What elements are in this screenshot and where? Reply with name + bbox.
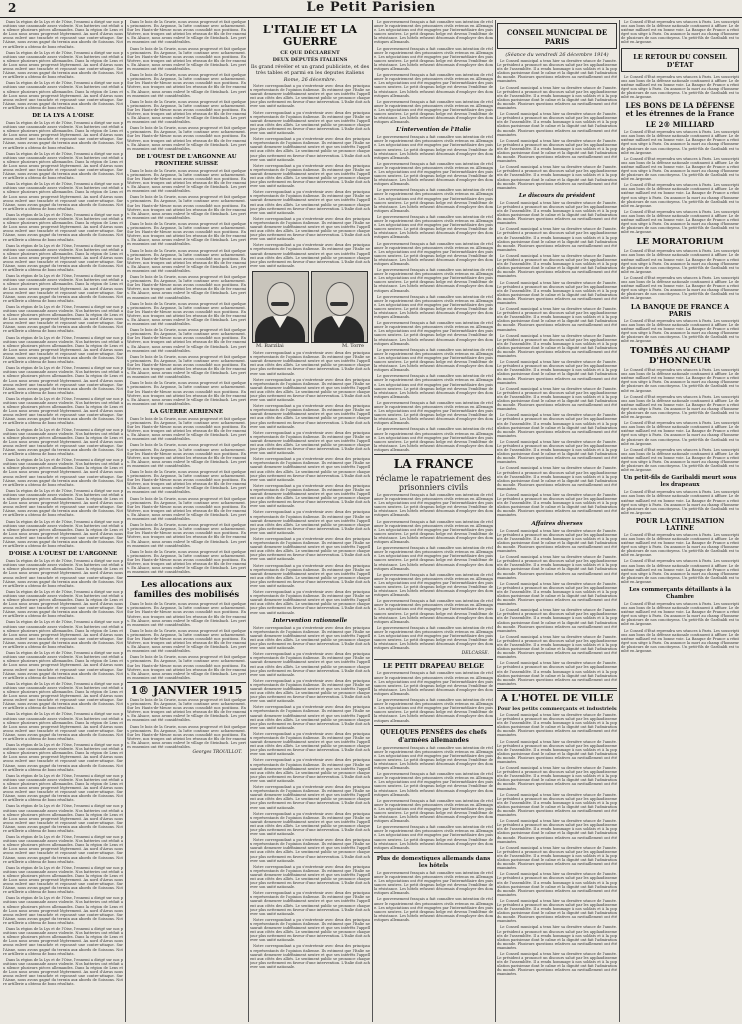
- article-text: Dans la région de la Lys et de l'Oise, l'ennemi a dirigé sur nos positions une canonnade assez violente. Nos batteries ont réduit au silence plusieurs pièces allemandes. Dans la région de Lens et de Loos nous avons progressé légèrement. Au nord d'Arras nous avons enlevé une tranchée et repoussé une contre-attaque. Sur l'Aisne, nous avons gagné du terrain aux abords de Soissons. Notre artillerie a obtenu de bons résultats.: [3, 865, 123, 895]
- article-text: Le Conseil municipal a tenu hier sa dernière séance de l'année. Le président a prononcé un discours salué par les applaudissements de l'assemblée. Il a rendu hommage à nos soldats et à la population parisienne dont le calme et la dignité ont fait l'admiration du monde. Plusieurs questions relatives au ravitaillement ont été examinées.: [497, 898, 617, 924]
- section-heading: CONSEIL MUNICIPAL DE PARIS: [506, 28, 608, 46]
- article-text: Le gouvernement français a fait connaître son intention de réclamer le rapatriement des prisonniers civils retenus en Allemagne. Les négociations ont été engagées par l'intermédiaire des puissances neutres. Le petit drapeau belge est devenu l'emblème de la résistance. Les hôtels refusent désormais d'employer des domestiques allemands.: [374, 73, 493, 98]
- article-text: Le Conseil municipal a tenu hier sa dernière séance de l'année. Le président a prononcé un discours salué par les applaudissements de l'assemblée. Il a rendu hommage à nos soldats et à la population parisienne dont le calme et la dignité ont fait l'admiration du monde. Plusieurs questions relatives au ravitaillement ont été examinées.: [497, 200, 617, 226]
- article-text: Notre correspondant a pu s'entretenir avec deux des principaux représentants de l'opinion italienne. Ils estiment que l'Italie ne saurait demeurer indéfiniment neutre et que ses intérêts l'appellent aux côtés des alliés. Le sentiment public se prononce chaque jour plus nettement en faveur d'une intervention. L'Italie doit achever son unité nationale.: [250, 404, 370, 429]
- article-text: Dans le bois de la Grurie, nous avons progressé et fait quelques prisonniers. En Argonne, la lutte continue avec acharnement. Sur les Hauts-de-Meuse nous avons consolidé nos positions. En Woëvre, nos troupes ont atteint les réseaux de fils de fer ennemis. En Alsace, nous avons enlevé le village de Steinbach. Les pertes ennemies ont été considérables.: [127, 549, 246, 575]
- article-text: Dans la région de la Lys et de l'Oise, l'ennemi a dirigé sur nos positions une canonnade assez violente. Nos batteries ont réduit au silence plusieurs pièces allemandes. Dans la région de Lens et de Loos nous avons progressé légèrement. Au nord d'Arras nous avons enlevé une tranchée et repoussé une contre-attaque. Sur l'Aisne, nous avons gagné du terrain aux abords de Soissons. Notre artillerie a obtenu de bons résultats.: [3, 488, 123, 518]
- article-text: Le Conseil d'État reprendra ses séances à Paris. Les souscriptions aux bons de la défense nationale continuent à affluer. Le deuxième milliard est en bonne voie. La Banque de France a réintégré son siège à Paris. On annonce la mort au champ d'honneur de plusieurs de nos concitoyens. Un petit-fils de Garibaldi est tombé en Argonne.: [621, 20, 739, 45]
- article-text: Le Conseil municipal a tenu hier sa dernière séance de l'année. Le président a prononcé un discours salué par les applaudissements de l'assemblée. Il a rendu hommage à nos soldats et à la population parisienne dont le calme et la dignité ont fait l'admiration du monde. Plusieurs questions relatives au ravitaillement ont été examinées.: [497, 581, 617, 607]
- article-text: Le Conseil municipal a tenu hier sa dernière séance de l'année. Le président a prononcé un discours salué par les applaudissements de l'assemblée. Il a rendu hommage à nos soldats et à la population parisienne dont le calme et la dignité ont fait l'admiration du monde. Plusieurs questions relatives au ravitaillement ont été examinées.: [497, 608, 617, 633]
- photo-caption: M. Torre: [342, 342, 364, 349]
- portrait-photo: [311, 271, 368, 343]
- article-text: Le gouvernement français a fait connaître son intention de réclamer le rapatriement des prisonniers civils retenus en Allemagne. Les négociations ont été engagées par l'intermédiaire des puissances neutres. Le petit drapeau belge est devenu l'emblème de la résistance. Les hôtels refusent désormais d'employer des domestiques allemands.: [374, 519, 493, 545]
- section-heading: LES BONS DE LA DÉFENSE et les étrennes de la France: [625, 101, 735, 119]
- article-text: Le Conseil municipal a tenu hier sa dernière séance de l'année. Le président a prononcé un discours salué par les applaudissements de l'assemblée. Il a rendu hommage à nos soldats et à la population parisienne dont le calme et la dignité ont fait l'admiration du monde. Plusieurs questions relatives au ravitaillement ont été examinées.: [497, 307, 617, 332]
- article-text: Dans le bois de la Grurie, nous avons progressé et fait quelques prisonniers. En Argonne, la lutte continue avec acharnement. Sur les Hauts-de-Meuse nous avons consolidé nos positions. En Woëvre, nos troupes ont atteint les réseaux de fils de fer ennemis. En Alsace, nous avons enlevé le village de Steinbach. Les pertes ennemies ont été considérables.: [127, 655, 246, 680]
- portrait-photo: [252, 271, 309, 343]
- article-text: Le Conseil d'État reprendra ses séances à Paris. Les souscriptions aux bons de la défense nationale continuent à affluer. Le deuxième milliard est en bonne voie. La Banque de France a réintégré son siège à Paris. On annonce la mort au champ d'honneur de plusieurs de nos concitoyens. Un petit-fils de Garibaldi est tombé en Argonne.: [621, 368, 739, 393]
- article-text: Dans le bois de la Grurie, nous avons progressé et fait quelques prisonniers. En Argonne, la lutte continue avec acharnement. Sur les Hauts-de-Meuse nous avons consolidé nos positions. En Woëvre, nos troupes ont atteint les réseaux de fils de fer ennemis. En Alsace, nous avons enlevé le village de Steinbach. Les pertes ennemies ont été considérables.: [127, 20, 246, 45]
- headline: L'ITALIE ET LA GUERRE: [262, 23, 358, 48]
- section-heading: LE RETOUR DU CONSEIL D'ÉTAT: [633, 52, 727, 69]
- section-box: [497, 23, 617, 49]
- article-text: Le Conseil municipal a tenu hier sa dernière séance de l'année. Le président a prononcé un discours salué par les applaudissements de l'assemblée. Il a rendu hommage à nos soldats et à la population parisienne dont le calme et la dignité ont fait l'admiration du monde. Plusieurs questions relatives au ravitaillement ont été examinées.: [497, 925, 617, 950]
- article-text: Le gouvernement français a fait connaître son intention de réclamer le rapatriement des prisonniers civils retenus en Allemagne. Les négociations ont été engagées par l'intermédiaire des puissances neutres. Le petit drapeau belge est devenu l'emblème de la résistance. Les hôtels refusent désormais d'employer des domestiques allemands.: [374, 188, 493, 213]
- article-text: Le Conseil d'État reprendra ses séances à Paris. Les souscriptions aux bons de la défense nationale continuent à affluer. Le deuxième milliard est en bonne voie. La Banque de France a réintégré son siège à Paris. On annonce la mort au champ d'honneur de plusieurs de nos concitoyens. Un petit-fils de Garibaldi est tombé en Argonne.: [621, 249, 739, 274]
- article-text: Notre correspondant a pu s'entretenir avec deux des principaux représentants de l'opinion italienne. Ils estiment que l'Italie ne saurait demeurer indéfiniment neutre et que ses intérêts l'appellent aux côtés des alliés. Le sentiment public se prononce chaque jour plus nettement en faveur d'une intervention. L'Italie doit achever son unité nationale.: [250, 84, 370, 109]
- column-3: [250, 20, 370, 1022]
- article-text: Le gouvernement français a fait connaître son intention de réclamer le rapatriement des prisonniers civils retenus en Allemagne. Les négociations ont été engagées par l'intermédiaire des puissances neutres. Le petit drapeau belge est devenu l'emblème de la résistance. Les hôtels refusent désormais d'employer des domestiques allemands.: [374, 897, 493, 922]
- article-text: Notre correspondant a pu s'entretenir avec deux des principaux représentants de l'opinion italienne. Ils estiment que l'Italie ne saurait demeurer indéfiniment neutre et que ses intérêts l'appellent aux côtés des alliés. Le sentiment public se prononce chaque jour plus nettement en faveur d'une intervention. L'Italie doit achever son unité nationale.: [250, 678, 370, 704]
- article-text: Dans la région de la Lys et de l'Oise, l'ennemi a dirigé sur nos positions une canonnade assez violente. Nos batteries ont réduit au silence plusieurs pièces allemandes. Dans la région de Lens et de Loos nous avons progressé légèrement. Au nord d'Arras nous avons enlevé une tranchée et repoussé une contre-attaque. Sur l'Aisne, nous avons gagné du terrain aux abords de Soissons. Notre artillerie a obtenu de bons résultats.: [3, 243, 123, 273]
- section-heading: LE 2® MILLIARD: [645, 120, 715, 130]
- masthead: [0, 0, 742, 18]
- article-text: Le Conseil municipal a tenu hier sa dernière séance de l'année. Le président a prononcé un discours salué par les applaudissements de l'assemblée. Il a rendu hommage à nos soldats et à la population parisienne dont le calme et la dignité ont fait l'admiration du monde. Plusieurs questions relatives au ravitaillement ont été examinées.: [497, 165, 617, 190]
- signature: DELCASSE.: [461, 651, 489, 657]
- article-text: Le gouvernement français a fait connaître son intention de réclamer le rapatriement des prisonniers civils retenus en Allemagne. Les négociations ont été engagées par l'intermédiaire des puissances neutres. Le petit drapeau belge est devenu l'emblème de la résistance. Les hôtels refusent désormais d'employer des domestiques allemands.: [374, 599, 493, 624]
- article-text: Dans le bois de la Grurie, nous avons progressé et fait quelques prisonniers. En Argonne, la lutte continue avec acharnement. Sur les Hauts-de-Meuse nous avons consolidé nos positions. En Woëvre, nos troupes ont atteint les réseaux de fils de fer ennemis. En Alsace, nous avons enlevé le village de Steinbach. Les pertes ennemies ont été considérables.: [127, 301, 246, 327]
- article-text: Le Conseil municipal a tenu hier sa dernière séance de l'année. Le président a prononcé un discours salué par les applaudissements de l'assemblée. Il a rendu hommage à nos soldats et à la population parisienne dont le calme et la dignité ont fait l'admiration du monde. Plusieurs questions relatives au ravitaillement ont été examinées.: [497, 493, 617, 518]
- section-heading: Les allocations aux familles des mobilisés: [133, 580, 240, 601]
- section-box: [621, 48, 739, 72]
- column-4: [374, 20, 493, 1022]
- section-heading: LE PETIT DRAPEAU BELGE: [382, 662, 485, 671]
- column-5: [497, 20, 617, 1022]
- article-text: Le gouvernement français a fait connaître son intention de réclamer le rapatriement des prisonniers civils retenus en Allemagne. Les négociations ont été engagées par l'intermédiaire des puissances neutres. Le petit drapeau belge est devenu l'emblème de la résistance. Les hôtels refusent désormais d'employer des domestiques allemands.: [374, 745, 493, 771]
- article-text: Le Conseil municipal a tenu hier sa dernière séance de l'année. Le président a prononcé un discours salué par les applaudissements de l'assemblée. Il a rendu hommage à nos soldats et à la population parisienne dont le calme et la dignité ont fait l'admiration du monde. Plusieurs questions relatives au ravitaillement ont été examinées.: [497, 845, 617, 871]
- article-text: Notre correspondant a pu s'entretenir avec deux des principaux représentants de l'opinion italienne. Ils estiment que l'Italie ne saurait demeurer indéfiniment neutre et que ses intérêts l'appellent aux côtés des alliés. Le sentiment public se prononce chaque jour plus nettement en faveur d'une intervention. L'Italie doit achever son unité nationale.: [250, 377, 370, 403]
- article-text: Le gouvernement français a fait connaître son intention de réclamer le rapatriement des prisonniers civils retenus en Allemagne. Les négociations ont été engagées par l'intermédiaire des puissances neutres. Le petit drapeau belge est devenu l'emblème de la résistance. Les hôtels refusent désormais d'employer des domestiques allemands.: [374, 20, 493, 45]
- article-text: Dans la région de la Lys et de l'Oise, l'ennemi a dirigé sur nos positions une canonnade assez violente. Nos batteries ont réduit au silence plusieurs pièces allemandes. Dans la région de Lens et de Loos nous avons progressé légèrement. Au nord d'Arras nous avons enlevé une tranchée et repoussé une contre-attaque. Sur l'Aisne, nous avons gagné du terrain aux abords de Soissons. Notre artillerie a obtenu de bons résultats.: [3, 835, 123, 864]
- article-text: Dans la région de la Lys et de l'Oise, l'ennemi a dirigé sur nos positions une canonnade assez violente. Nos batteries ont réduit au silence plusieurs pièces allemandes. Dans la région de Lens et de Loos nous avons progressé légèrement. Au nord d'Arras nous avons enlevé une tranchée et repoussé une contre-attaque. Sur l'Aisne, nous avons gagné du terrain aux abords de Soissons. Notre artillerie a obtenu de bons résultats.: [3, 773, 123, 803]
- article-text: Le Conseil d'État reprendra ses séances à Paris. Les souscriptions aux bons de la défense nationale continuent à affluer. Le deuxième milliard est en bonne voie. La Banque de France a réintégré son siège à Paris. On annonce la mort au champ d'honneur de plusieurs de nos concitoyens. Un petit-fils de Garibaldi est tombé en Argonne.: [621, 275, 739, 301]
- article-text: Le Conseil d'État reprendra ses séances à Paris. Les souscriptions aux bons de la défense nationale continuent à affluer. Le deuxième milliard est en bonne voie. La Banque de France a réintégré son siège à Paris. On annonce la mort au champ d'honneur de plusieurs de nos concitoyens. Un petit-fils de Garibaldi est tombé en Argonne.: [621, 421, 739, 446]
- article-text: Le Conseil municipal a tenu hier sa dernière séance de l'année. Le président a prononcé un discours salué par les applaudissements de l'assemblée. Il a rendu hommage à nos soldats et à la population parisienne dont le calme et la dignité ont fait l'admiration du monde. Plusieurs questions relatives au ravitaillement ont été examinées.: [497, 819, 617, 844]
- article-text: Le Conseil municipal a tenu hier sa dernière séance de l'année. Le président a prononcé un discours salué par les applaudissements de l'assemblée. Il a rendu hommage à nos soldats et à la population parisienne dont le calme et la dignité ont fait l'admiration du monde. Plusieurs questions relatives au ravitaillement ont été examinées.: [497, 85, 617, 111]
- article-text: Le Conseil d'État reprendra ses séances à Paris. Les souscriptions aux bons de la défense nationale continuent à affluer. Le deuxième milliard est en bonne voie. La Banque de France a réintégré son siège à Paris. On annonce la mort au champ d'honneur de plusieurs de nos concitoyens. Un petit-fils de Garibaldi est tombé en Argonne.: [621, 559, 739, 584]
- article-text: Le Conseil d'État reprendra ses séances à Paris. Les souscriptions aux bons de la défense nationale continuent à affluer. Le deuxième milliard est en bonne voie. La Banque de France a réintégré son siège à Paris. On annonce la mort au champ d'honneur de plusieurs de nos concitoyens. Un petit-fils de Garibaldi est tombé en Argonne.: [621, 602, 739, 627]
- article-text: Notre correspondant a pu s'entretenir avec deux des principaux représentants de l'opinion italienne. Ils estiment que l'Italie ne saurait demeurer indéfiniment neutre et que ses intérêts l'appellent aux côtés des alliés. Le sentiment public se prononce chaque jour plus nettement en faveur d'une intervention. L'Italie doit achever son unité nationale.: [250, 864, 370, 890]
- article-text: Dans la région de la Lys et de l'Oise, l'ennemi a dirigé sur nos positions une canonnade assez violente. Nos batteries ont réduit au silence plusieurs pièces allemandes. Dans la région de Lens et de Loos nous avons progressé légèrement. Au nord d'Arras nous avons enlevé une tranchée et repoussé une contre-attaque. Sur l'Aisne, nous avons gagné du terrain aux abords de Soissons. Notre artillerie a obtenu de bons résultats.: [3, 427, 123, 457]
- article-text: Le gouvernement français a fait connaître son intention de réclamer le rapatriement des prisonniers civils retenus en Allemagne. Les négociations ont été engagées par l'intermédiaire des puissances neutres. Le petit drapeau belge est devenu l'emblème de la résistance. Les hôtels refusent désormais d'employer des domestiques allemands.: [374, 798, 493, 824]
- portrait-pair: [252, 271, 368, 343]
- section-heading: DE LA LYS A L'OISE: [32, 112, 94, 119]
- article-text: Dans le bois de la Grurie, nous avons progressé et fait quelques prisonniers. En Argonne, la lutte continue avec acharnement. Sur les Hauts-de-Meuse nous avons consolidé nos positions. En Woëvre, nos troupes ont atteint les réseaux de fils de fer ennemis. En Alsace, nous avons enlevé le village de Steinbach. Les pertes ennemies ont été considérables.: [127, 443, 246, 468]
- section-heading: Le discours du président: [518, 192, 596, 199]
- article-text: Notre correspondant a pu s'entretenir avec deux des principaux représentants de l'opinion italienne. Ils estiment que l'Italie ne saurait demeurer indéfiniment neutre et que ses intérêts l'appellent aux côtés des alliés. Le sentiment public se prononce chaque jour plus nettement en faveur d'une intervention. L'Italie doit achever son unité nationale.: [250, 731, 370, 757]
- article-text: Le gouvernement français a fait connaître son intention de réclamer le rapatriement des prisonniers civils retenus en Allemagne. Les négociations ont été engagées par l'intermédiaire des puissances neutres. Le petit drapeau belge est devenu l'emblème de la résistance. Les hôtels refusent désormais d'employer des domestiques allemands.: [374, 870, 493, 896]
- article-text: Le Conseil municipal a tenu hier sa dernière séance de l'année. Le président a prononcé un discours salué par les applaudissements de l'assemblée. Il a rendu hommage à nos soldats et à la population parisienne dont le calme et la dignité ont fait l'admiration du monde. Plusieurs questions relatives au ravitaillement ont été examinées.: [497, 227, 617, 252]
- article-text: Le gouvernement français a fait connaître son intention de réclamer le rapatriement des prisonniers civils retenus en Allemagne. Les négociations ont été engagées par l'intermédiaire des puissances neutres. Le petit drapeau belge est devenu l'emblème de la résistance. Les hôtels refusent désormais d'employer des domestiques allemands.: [374, 135, 493, 160]
- article-text: Notre correspondant a pu s'entretenir avec deux des principaux représentants de l'opinion italienne. Ils estiment que l'Italie ne saurait demeurer indéfiniment neutre et que ses intérêts l'appellent aux côtés des alliés. Le sentiment public se prononce chaque jour plus nettement en faveur d'une intervention. L'Italie doit achever son unité nationale.: [250, 351, 370, 376]
- deck: Ils grand révéler et un grand publiciste, et des très tables et parmi en les deputes italiens: [250, 64, 370, 76]
- article-text: Notre correspondant a pu s'entretenir avec deux des principaux représentants de l'opinion italienne. Ils estiment que l'Italie ne saurait demeurer indéfiniment neutre et que ses intérêts l'appellent aux côtés des alliés. Le sentiment public se prononce chaque jour plus nettement en faveur d'une intervention. L'Italie doit achever son unité nationale.: [250, 510, 370, 535]
- article-text: Notre correspondant a pu s'entretenir avec deux des principaux représentants de l'opinion italienne. Ils estiment que l'Italie ne saurait demeurer indéfiniment neutre et que ses intérêts l'appellent aux côtés des alliés. Le sentiment public se prononce chaque jour plus nettement en faveur d'une intervention. L'Italie doit achever son unité nationale.: [250, 705, 370, 730]
- article-text: Dans la région de la Lys et de l'Oise, l'ennemi a dirigé sur nos positions une canonnade assez violente. Nos batteries ont réduit au silence plusieurs pièces allemandes. Dans la région de Lens et de Loos nous avons progressé légèrement. Au nord d'Arras nous avons enlevé une tranchée et repoussé une contre-attaque. Sur l'Aisne, nous avons gagné du terrain aux abords de Soissons. Notre artillerie a obtenu de bons résultats.: [3, 20, 123, 49]
- article-text: Le Conseil municipal a tenu hier sa dernière séance de l'année. Le président a prononcé un discours salué par les applaudissements de l'assemblée. Il a rendu hommage à nos soldats et à la population parisienne dont le calme et la dignité ont fait l'admiration du monde. Plusieurs questions relatives au ravitaillement ont été examinées.: [497, 634, 617, 660]
- article-text: Dans le bois de la Grurie, nous avons progressé et fait quelques prisonniers. En Argonne, la lutte continue avec acharnement. Sur les Hauts-de-Meuse nous avons consolidé nos positions. En Woëvre, nos troupes ont atteint les réseaux de fils de fer ennemis. En Alsace, nous avons enlevé le village de Steinbach. Les pertes ennemies ont été considérables.: [127, 523, 246, 548]
- article-text: Notre correspondant a pu s'entretenir avec deux des principaux représentants de l'opinion italienne. Ils estiment que l'Italie ne saurait demeurer indéfiniment neutre et que ses intérêts l'appellent aux côtés des alliés. Le sentiment public se prononce chaque jour plus nettement en faveur d'une intervention. L'Italie doit achever son unité nationale.: [250, 190, 370, 215]
- article-text: Dans le bois de la Grurie, nous avons progressé et fait quelques prisonniers. En Argonne, la lutte continue avec acharnement. Sur les Hauts-de-Meuse nous avons consolidé nos positions. En Woëvre, nos troupes ont atteint les réseaux de fils de fer ennemis. En Alsace, nous avons enlevé le village de Steinbach. Les pertes ennemies ont été considérables.: [127, 275, 246, 300]
- article-text: Dans le bois de la Grurie, nous avons progressé et fait quelques prisonniers. En Argonne, la lutte continue avec acharnement. Sur les Hauts-de-Meuse nous avons consolidé nos positions. En Woëvre, nos troupes ont atteint les réseaux de fils de fer ennemis. En Alsace, nous avons enlevé le village de Steinbach. Les pertes ennemies ont été considérables.: [127, 470, 246, 495]
- section-heading: DE L'OUEST DE L'ARGONNE AU FRONTIERE SUISSE: [136, 153, 237, 167]
- article-text: Dans le bois de la Grurie, nous avons progressé et fait quelques prisonniers. En Argonne, la lutte continue avec acharnement. Sur les Hauts-de-Meuse nous avons consolidé nos positions. En Woëvre, nos troupes ont atteint les réseaux de fils de fer ennemis. En Alsace, nous avons enlevé le village de Steinbach. Les pertes ennemies ont été considérables.: [127, 496, 246, 522]
- article-text: Le Conseil municipal a tenu hier sa dernière séance de l'année. Le président a prononcé un discours salué par les applaudissements de l'assemblée. Il a rendu hommage à nos soldats et à la population parisienne dont le calme et la dignité ont fait l'admiration du monde. Plusieurs questions relatives au ravitaillement ont été examinées.: [497, 386, 617, 412]
- divider: [127, 576, 246, 577]
- section-heading: L'intervention de l'Italie: [396, 127, 471, 134]
- subheadline: réclame le rapatriement des prisonniers civils: [375, 474, 492, 492]
- column-2: [127, 20, 246, 1022]
- article-text: Dans le bois de la Grurie, nous avons progressé et fait quelques prisonniers. En Argonne, la lutte continue avec acharnement. Sur les Hauts-de-Meuse nous avons consolidé nos positions. En Woëvre, nos troupes ont atteint les réseaux de fils de fer ennemis. En Alsace, nous avons enlevé le village de Steinbach. Les pertes ennemies ont été considérables.: [127, 195, 246, 220]
- article-text: Dans le bois de la Grurie, nous avons progressé et fait quelques prisonniers. En Argonne, la lutte continue avec acharnement. Sur les Hauts-de-Meuse nous avons consolidé nos positions. En Woëvre, nos troupes ont atteint les réseaux de fils de fer ennemis. En Alsace, nous avons enlevé le village de Steinbach. Les pertes ennemies ont été considérables.: [127, 248, 246, 273]
- article-text: Le Conseil municipal a tenu hier sa dernière séance de l'année. Le président a prononcé un discours salué par les applaudissements de l'assemblée. Il a rendu hommage à nos soldats et à la population parisienne dont le calme et la dignité ont fait l'admiration du monde. Plusieurs questions relatives au ravitaillement ont été examinées.: [497, 360, 617, 385]
- article-text: Dans la région de la Lys et de l'Oise, l'ennemi a dirigé sur nos positions une canonnade assez violente. Nos batteries ont réduit au silence plusieurs pièces allemandes. Dans la région de Lens et de Loos nous avons progressé légèrement. Au nord d'Arras nous avons enlevé une tranchée et repoussé une contre-attaque. Sur l'Aisne, nous avons gagné du terrain aux abords de Soissons. Notre artillerie a obtenu de bons résultats.: [3, 212, 123, 242]
- article-text: Notre correspondant a pu s'entretenir avec deux des principaux représentants de l'opinion italienne. Ils estiment que l'Italie ne saurait demeurer indéfiniment neutre et que ses intérêts l'appellent aux côtés des alliés. Le sentiment public se prononce chaque jour plus nettement en faveur d'une intervention. L'Italie doit achever son unité nationale.: [250, 652, 370, 677]
- article-text: Dans la région de la Lys et de l'Oise, l'ennemi a dirigé sur nos positions une canonnade assez violente. Nos batteries ont réduit au silence plusieurs pièces allemandes. Dans la région de Lens et de Loos nous avons progressé légèrement. Au nord d'Arras nous avons enlevé une tranchée et repoussé une contre-attaque. Sur l'Aisne, nous avons gagné du terrain aux abords de Soissons. Notre artillerie a obtenu de bons résultats.: [3, 620, 123, 650]
- article-text: Le Conseil municipal a tenu hier sa dernière séance de l'année. Le président a prononcé un discours salué par les applaudissements de l'assemblée. Il a rendu hommage à nos soldats et à la population parisienne dont le calme et la dignité ont fait l'admiration du monde. Plusieurs questions relatives au ravitaillement ont été examinées.: [497, 739, 617, 764]
- section-heading: 1® JANVIER 1915: [130, 683, 243, 697]
- article-text: Le Conseil d'État reprendra ses séances à Paris. Les souscriptions aux bons de la défense nationale continuent à affluer. Le deuxième milliard est en bonne voie. La Banque de France a réintégré son siège à Paris. On annonce la mort au champ d'honneur de plusieurs de nos concitoyens. Un petit-fils de Garibaldi est tombé en Argonne.: [621, 156, 739, 182]
- article-text: Dans la région de la Lys et de l'Oise, l'ennemi a dirigé sur nos positions une canonnade assez violente. Nos batteries ont réduit au silence plusieurs pièces allemandes. Dans la région de Lens et de Loos nous avons progressé légèrement. Au nord d'Arras nous avons enlevé une tranchée et repoussé une contre-attaque. Sur l'Aisne, nous avons gagné du terrain aux abords de Soissons. Notre artillerie a obtenu de bons résultats.: [3, 559, 123, 588]
- article-text: Dans le bois de la Grurie, nous avons progressé et fait quelques prisonniers. En Argonne, la lutte continue avec acharnement. Sur les Hauts-de-Meuse nous avons consolidé nos positions. En Woëvre, nos troupes ont atteint les réseaux de fils de fer ennemis. En Alsace, nous avons enlevé le village de Steinbach. Les pertes ennemies ont été considérables.: [127, 73, 246, 98]
- section-heading: A L'HOTEL DE VILLE: [500, 692, 614, 704]
- article-text: Le Conseil d'État reprendra ses séances à Paris. Les souscriptions aux bons de la défense nationale continuent à affluer. Le deuxième milliard est en bonne voie. La Banque de France a réintégré son siège à Paris. On annonce la mort au champ d'honneur de plusieurs de nos concitoyens. Un petit-fils de Garibaldi est tombé en Argonne.: [621, 209, 739, 235]
- article-text: Le Conseil d'État reprendra ses séances à Paris. Les souscriptions aux bons de la défense nationale continuent à affluer. Le deuxième milliard est en bonne voie. La Banque de France a réintégré son siège à Paris. On annonce la mort au champ d'honneur de plusieurs de nos concitoyens. Un petit-fils de Garibaldi est tombé en Argonne.: [621, 447, 739, 473]
- article-text: Le Conseil municipal a tenu hier sa dernière séance de l'année. Le président a prononcé un discours salué par les applaudissements de l'assemblée. Il a rendu hommage à nos soldats et à la population parisienne dont le calme et la dignité ont fait l'admiration du monde. Plusieurs questions relatives au ravitaillement ont été examinées.: [497, 59, 617, 84]
- article-text: Notre correspondant a pu s'entretenir avec deux des principaux représentants de l'opinion italienne. Ils estiment que l'Italie ne saurait demeurer indéfiniment neutre et que ses intérêts l'appellent aux côtés des alliés. Le sentiment public se prononce chaque jour plus nettement en faveur d'une intervention. L'Italie doit achever son unité nationale.: [250, 216, 370, 242]
- section-heading: LE MORATORIUM: [636, 237, 724, 248]
- article-text: Le Conseil municipal a tenu hier sa dernière séance de l'année. Le président a prononcé un discours salué par les applaudissements de l'assemblée. Il a rendu hommage à nos soldats et à la population parisienne dont le calme et la dignité ont fait l'admiration du monde. Plusieurs questions relatives au ravitaillement ont été examinées.: [497, 952, 617, 977]
- signature: Georges TROUILLOT.: [192, 750, 242, 756]
- article-text: Dans le bois de la Grurie, nous avons progressé et fait quelques prisonniers. En Argonne, la lutte continue avec acharnement. Sur les Hauts-de-Meuse nous avons consolidé nos positions. En Woëvre, nos troupes ont atteint les réseaux de fils de fer ennemis. En Alsace, nous avons enlevé le village de Steinbach. Les pertes ennemies ont été considérables.: [127, 628, 246, 654]
- article-text: Dans le bois de la Grurie, nous avons progressé et fait quelques prisonniers. En Argonne, la lutte continue avec acharnement. Sur les Hauts-de-Meuse nous avons consolidé nos positions. En Woëvre, nos troupes ont atteint les réseaux de fils de fer ennemis. En Alsace, nous avons enlevé le village de Steinbach. Les pertes ennemies ont été considérables.: [127, 126, 246, 151]
- article-text: Dans le bois de la Grurie, nous avons progressé et fait quelques prisonniers. En Argonne, la lutte continue avec acharnement. Sur les Hauts-de-Meuse nous avons consolidé nos positions. En Woëvre, nos troupes ont atteint les réseaux de fils de fer ennemis. En Alsace, nous avons enlevé le village de Steinbach. Les pertes ennemies ont été considérables.: [127, 168, 246, 194]
- article-text: Dans la région de la Lys et de l'Oise, l'ennemi a dirigé sur nos positions une canonnade assez violente. Nos batteries ont réduit au silence plusieurs pièces allemandes. Dans la région de Lens et de Loos nous avons progressé légèrement. Au nord d'Arras nous avons enlevé une tranchée et repoussé une contre-attaque. Sur l'Aisne, nous avons gagné du terrain aux abords de Soissons. Notre artillerie a obtenu de bons résultats.: [3, 151, 123, 181]
- article-text: Le Conseil municipal a tenu hier sa dernière séance de l'année. Le président a prononcé un discours salué par les applaudissements de l'assemblée. Il a rendu hommage à nos soldats et à la population parisienne dont le calme et la dignité ont fait l'admiration du monde. Plusieurs questions relatives au ravitaillement ont été examinées.: [497, 466, 617, 491]
- divider: [374, 725, 493, 726]
- article-text: Notre correspondant a pu s'entretenir avec deux des principaux représentants de l'opinion italienne. Ils estiment que l'Italie ne saurait demeurer indéfiniment neutre et que ses intérêts l'appellent aux côtés des alliés. Le sentiment public se prononce chaque jour plus nettement en faveur d'une intervention. L'Italie doit achever son unité nationale.: [250, 838, 370, 863]
- article-text: Dans la région de la Lys et de l'Oise, l'ennemi a dirigé sur nos positions une canonnade assez violente. Nos batteries ont réduit au silence plusieurs pièces allemandes. Dans la région de Lens et de Loos nous avons progressé légèrement. Au nord d'Arras nous avons enlevé une tranchée et repoussé une contre-attaque. Sur l'Aisne, nous avons gagné du terrain aux abords de Soissons. Notre artillerie a obtenu de bons résultats.: [3, 50, 123, 80]
- article-text: Le Conseil d'État reprendra ses séances à Paris. Les souscriptions aux bons de la défense nationale continuent à affluer. Le deuxième milliard est en bonne voie. La Banque de France a réintégré son siège à Paris. On annonce la mort au champ d'honneur de plusieurs de nos concitoyens. Un petit-fils de Garibaldi est tombé en Argonne.: [621, 74, 739, 100]
- article-text: Le Conseil municipal a tenu hier sa dernière séance de l'année. Le président a prononcé un discours salué par les applaudissements de l'assemblée. Il a rendu hommage à nos soldats et à la population parisienne dont le calme et la dignité ont fait l'admiration du monde. Plusieurs questions relatives au ravitaillement ont été examinées.: [497, 439, 617, 465]
- article-text: Dans le bois de la Grurie, nous avons progressé et fait quelques prisonniers. En Argonne, la lutte continue avec acharnement. Sur les Hauts-de-Meuse nous avons consolidé nos positions. En Woëvre, nos troupes ont atteint les réseaux de fils de fer ennemis. En Alsace, nous avons enlevé le village de Steinbach. Les pertes ennemies ont été considérables.: [127, 328, 246, 353]
- article-text: Notre correspondant a pu s'entretenir avec deux des principaux représentants de l'opinion italienne. Ils estiment que l'Italie ne saurait demeurer indéfiniment neutre et que ses intérêts l'appellent aux côtés des alliés. Le sentiment public se prononce chaque jour plus nettement en faveur d'une intervention. L'Italie doit achever son unité nationale.: [250, 243, 370, 268]
- article-text: Le gouvernement français a fait connaître son intention de réclamer le rapatriement des prisonniers civils retenus en Allemagne. Les négociations ont été engagées par l'intermédiaire des puissances neutres. Le petit drapeau belge est devenu l'emblème de la résistance. Les hôtels refusent désormais d'employer des domestiques allemands.: [374, 321, 493, 346]
- article-text: Dans la région de la Lys et de l'Oise, l'ennemi a dirigé sur nos positions une canonnade assez violente. Nos batteries ont réduit au silence plusieurs pièces allemandes. Dans la région de Lens et de Loos nous avons progressé légèrement. Au nord d'Arras nous avons enlevé une tranchée et repoussé une contre-attaque. Sur l'Aisne, nous avons gagné du terrain aux abords de Soissons. Notre artillerie a obtenu de bons résultats.: [3, 458, 123, 487]
- subheadline: Pour les petits commerçants et industriels: [497, 705, 617, 712]
- article-text: Notre correspondant a pu s'entretenir avec deux des principaux représentants de l'opinion italienne. Ils estiment que l'Italie ne saurait demeurer indéfiniment neutre et que ses intérêts l'appellent aux côtés des alliés. Le sentiment public se prononce chaque jour plus nettement en faveur d'une intervention. L'Italie doit achever son unité nationale.: [250, 137, 370, 162]
- article-text: Le Conseil d'État reprendra ses séances à Paris. Les souscriptions aux bons de la défense nationale continuent à affluer. Le deuxième milliard est en bonne voie. La Banque de France a réintégré son siège à Paris. On annonce la mort au champ d'honneur de plusieurs de nos concitoyens. Un petit-fils de Garibaldi est tombé en Argonne.: [621, 628, 739, 654]
- section-heading: Plus de domestiques allemands dans les hôtels: [376, 855, 491, 869]
- article-text: Notre correspondant a pu s'entretenir avec deux des principaux représentants de l'opinion italienne. Ils estiment que l'Italie ne saurait demeurer indéfiniment neutre et que ses intérêts l'appellent aux côtés des alliés. Le sentiment public se prononce chaque jour plus nettement en faveur d'une intervention. L'Italie doit achever son unité nationale.: [250, 563, 370, 588]
- article-text: Dans le bois de la Grurie, nous avons progressé et fait quelques prisonniers. En Argonne, la lutte continue avec acharnement. Sur les Hauts-de-Meuse nous avons consolidé nos positions. En Woëvre, nos troupes ont atteint les réseaux de fils de fer ennemis. En Alsace, nous avons enlevé le village de Steinbach. Les pertes ennemies ont été considérables.: [127, 697, 246, 723]
- article-text: Le Conseil d'État reprendra ses séances à Paris. Les souscriptions aux bons de la défense nationale continuent à affluer. Le deuxième milliard est en bonne voie. La Banque de France a réintégré son siège à Paris. On annonce la mort au champ d'honneur de plusieurs de nos concitoyens. Un petit-fils de Garibaldi est tombé en Argonne.: [621, 183, 739, 208]
- article-text: Le Conseil d'État reprendra ses séances à Paris. Les souscriptions aux bons de la défense nationale continuent à affluer. Le deuxième milliard est en bonne voie. La Banque de France a réintégré son siège à Paris. On annonce la mort au champ d'honneur de plusieurs de nos concitoyens. Un petit-fils de Garibaldi est tombé en Argonne.: [621, 490, 739, 515]
- article-text: Dans le bois de la Grurie, nous avons progressé et fait quelques prisonniers. En Argonne, la lutte continue avec acharnement. Sur les Hauts-de-Meuse nous avons consolidé nos positions. En Woëvre, nos troupes ont atteint les réseaux de fils de fer ennemis. En Alsace, nous avons enlevé le village de Steinbach. Les pertes ennemies ont été considérables.: [127, 221, 246, 247]
- section-heading: D'OISE A L'OUEST DE L'ARGONNE: [8, 551, 118, 558]
- section-heading: TOMBÉS AU CHAMP D'HONNEUR: [629, 346, 731, 367]
- article-text: Dans le bois de la Grurie, nous avons progressé et fait quelques prisonniers. En Argonne, la lutte continue avec acharnement. Sur les Hauts-de-Meuse nous avons consolidé nos positions. En Woëvre, nos troupes ont atteint les réseaux de fils de fer ennemis. En Alsace, nous avons enlevé le village de Steinbach. Les pertes ennemies ont été considérables.: [127, 602, 246, 627]
- article-text: Notre correspondant a pu s'entretenir avec deux des principaux représentants de l'opinion italienne. Ils estiment que l'Italie ne saurait demeurer indéfiniment neutre et que ses intérêts l'appellent aux côtés des alliés. Le sentiment public se prononce chaque jour plus nettement en faveur d'une intervention. L'Italie doit achever son unité nationale.: [250, 457, 370, 482]
- divider: [374, 852, 493, 853]
- article-text: Le Conseil municipal a tenu hier sa dernière séance de l'année. Le président a prononcé un discours salué par les applaudissements de l'assemblée. Il a rendu hommage à nos soldats et à la population parisienne dont le calme et la dignité ont fait l'admiration du monde. Plusieurs questions relatives au ravitaillement ont été examinées.: [497, 792, 617, 818]
- column-rule: [619, 20, 620, 1022]
- divider: [127, 682, 246, 683]
- article-text: Notre correspondant a pu s'entretenir avec deux des principaux représentants de l'opinion italienne. Ils estiment que l'Italie ne saurait demeurer indéfiniment neutre et que ses intérêts l'appellent aux côtés des alliés. Le sentiment public se prononce chaque jour plus nettement en faveur d'une intervention. L'Italie doit achever son unité nationale.: [250, 163, 370, 189]
- article-text: Le gouvernement français a fait connaître son intention de réclamer le rapatriement des prisonniers civils retenus en Allemagne. Les négociations ont été engagées par l'intermédiaire des puissances neutres. Le petit drapeau belge est devenu l'emblème de la résistance. Les hôtels refusent désormais d'employer des domestiques allemands.: [374, 374, 493, 399]
- article-text: Notre correspondant a pu s'entretenir avec deux des principaux représentants de l'opinion italienne. Ils estiment que l'Italie ne saurait demeurer indéfiniment neutre et que ses intérêts l'appellent aux côtés des alliés. Le sentiment public se prononce chaque jour plus nettement en faveur d'une intervention. L'Italie doit achever son unité nationale.: [250, 758, 370, 783]
- section-heading: Affaires diverses: [531, 520, 583, 527]
- section-heading: POUR LA CIVILISATION LATINE: [635, 516, 725, 532]
- article-text: Le Conseil d'État reprendra ses séances à Paris. Les souscriptions aux bons de la défense nationale continuent à affluer. Le deuxième milliard est en bonne voie. La Banque de France a réintégré son siège à Paris. On annonce la mort au champ d'honneur de plusieurs de nos concitoyens. Un petit-fils de Garibaldi est tombé en Argonne.: [621, 130, 739, 155]
- article-text: Le gouvernement français a fait connaître son intention de réclamer le rapatriement des prisonniers civils retenus en Allemagne. Les négociations ont été engagées par l'intermédiaire des puissances neutres. Le petit drapeau belge est devenu l'emblème de la résistance. Les hôtels refusent désormais d'employer des domestiques allemands.: [374, 268, 493, 293]
- article-text: Le Conseil municipal a tenu hier sa dernière séance de l'année. Le président a prononcé un discours salué par les applaudissements de l'assemblée. Il a rendu hommage à nos soldats et à la population parisienne dont le calme et la dignité ont fait l'admiration du monde. Plusieurs questions relatives au ravitaillement ont été examinées.: [497, 528, 617, 554]
- photo-captions: [256, 344, 364, 348]
- article-text: Dans la région de la Lys et de l'Oise, l'ennemi a dirigé sur nos positions une canonnade assez violente. Nos batteries ont réduit au silence plusieurs pièces allemandes. Dans la région de Lens et de Loos nous avons progressé légèrement. Au nord d'Arras nous avons enlevé une tranchée et repoussé une contre-attaque. Sur l'Aisne, nous avons gagné du terrain aux abords de Soissons. Notre artillerie a obtenu de bons résultats.: [3, 957, 123, 987]
- article-text: Notre correspondant a pu s'entretenir avec deux des principaux représentants de l'opinion italienne. Ils estiment que l'Italie ne saurait demeurer indéfiniment neutre et que ses intérêts l'appellent aux côtés des alliés. Le sentiment public se prononce chaque jour plus nettement en faveur d'une intervention. L'Italie doit achever son unité nationale.: [250, 483, 370, 509]
- photo-caption: M. Barzilai: [256, 342, 284, 349]
- article-text: Le gouvernement français a fait connaître son intention de réclamer le rapatriement des prisonniers civils retenus en Allemagne. Les négociations ont été engagées par l'intermédiaire des puissances neutres. Le petit drapeau belge est devenu l'emblème de la résistance. Les hôtels refusent désormais d'employer des domestiques allemands.: [374, 625, 493, 651]
- column-1: [3, 20, 123, 1022]
- section-heading: Un petit-fils de Garibaldi meurt sous les drapeaux: [623, 475, 737, 489]
- article-text: Dans la région de la Lys et de l'Oise, l'ennemi a dirigé sur nos positions une canonnade assez violente. Nos batteries ont réduit au silence plusieurs pièces allemandes. Dans la région de Lens et de Loos nous avons progressé légèrement. Au nord d'Arras nous avons enlevé une tranchée et repoussé une contre-attaque. Sur l'Aisne, nous avons gagné du terrain aux abords de Soissons. Notre artillerie a obtenu de bons résultats.: [3, 651, 123, 680]
- article-text: Le gouvernement français a fait connaître son intention de réclamer le rapatriement des prisonniers civils retenus en Allemagne. Les négociations ont été engagées par l'intermédiaire des puissances neutres. Le petit drapeau belge est devenu l'emblème de la résistance. Les hôtels refusent désormais d'employer des domestiques allemands.: [374, 241, 493, 266]
- section-heading: Les commerçants détaillants à la Chambre: [629, 587, 731, 600]
- page-number: 2: [8, 1, 17, 15]
- article-text: Dans la région de la Lys et de l'Oise, l'ennemi a dirigé sur nos positions une canonnade assez violente. Nos batteries ont réduit au silence plusieurs pièces allemandes. Dans la région de Lens et de Loos nous avons progressé légèrement. Au nord d'Arras nous avons enlevé une tranchée et repoussé une contre-attaque. Sur l'Aisne, nous avons gagné du terrain aux abords de Soissons. Notre artillerie a obtenu de bons résultats.: [3, 896, 123, 925]
- newspaper-title: Le Petit Parisien: [306, 0, 436, 15]
- article-text: Le Conseil municipal a tenu hier sa dernière séance de l'année. Le président a prononcé un discours salué par les applaudissements de l'assemblée. Il a rendu hommage à nos soldats et à la population parisienne dont le calme et la dignité ont fait l'admiration du monde. Plusieurs questions relatives au ravitaillement ont été examinées.: [497, 253, 617, 279]
- article-text: Le Conseil municipal a tenu hier sa dernière séance de l'année. Le président a prononcé un discours salué par les applaudissements de l'assemblée. Il a rendu hommage à nos soldats et à la population parisienne dont le calme et la dignité ont fait l'admiration du monde. Plusieurs questions relatives au ravitaillement ont été examinées.: [497, 872, 617, 897]
- article-text: Le gouvernement français a fait connaître son intention de réclamer le rapatriement des prisonniers civils retenus en Allemagne. Les négociations ont été engagées par l'intermédiaire des puissances neutres. Le petit drapeau belge est devenu l'emblème de la résistance. Les hôtels refusent désormais d'employer des domestiques allemands.: [374, 698, 493, 723]
- subheadline: DEUX DÉPUTÉS ITALIENS: [272, 57, 348, 63]
- article-text: Le gouvernement français a fait connaître son intention de réclamer le rapatriement des prisonniers civils retenus en Allemagne. Les négociations ont été engagées par l'intermédiaire des puissances neutres. Le petit drapeau belge est devenu l'emblème de la résistance. Les hôtels refusent désormais d'employer des domestiques allemands.: [374, 493, 493, 518]
- article-text: Le Conseil municipal a tenu hier sa dernière séance de l'année. Le président a prononcé un discours salué par les applaudissements de l'assemblée. Il a rendu hommage à nos soldats et à la population parisienne dont le calme et la dignité ont fait l'admiration du monde. Plusieurs questions relatives au ravitaillement ont été examinées.: [497, 712, 617, 738]
- article-text: Dans le bois de la Grurie, nous avons progressé et fait quelques prisonniers. En Argonne, la lutte continue avec acharnement. Sur les Hauts-de-Meuse nous avons consolidé nos positions. En Woëvre, nos troupes ont atteint les réseaux de fils de fer ennemis. En Alsace, nous avons enlevé le village de Steinbach. Les pertes ennemies ont été considérables.: [127, 416, 246, 442]
- article-text: Le Conseil municipal a tenu hier sa dernière séance de l'année. Le président a prononcé un discours salué par les applaudissements de l'assemblée. Il a rendu hommage à nos soldats et à la population parisienne dont le calme et la dignité ont fait l'admiration du monde. Plusieurs questions relatives au ravitaillement ont été examinées.: [497, 413, 617, 438]
- article-text: Notre correspondant a pu s'entretenir avec deux des principaux représentants de l'opinion italienne. Ils estiment que l'Italie ne saurait demeurer indéfiniment neutre et que ses intérêts l'appellent aux côtés des alliés. Le sentiment public se prononce chaque jour plus nettement en faveur d'une intervention. L'Italie doit achever son unité nationale.: [250, 917, 370, 943]
- article-text: Dans le bois de la Grurie, nous avons progressé et fait quelques prisonniers. En Argonne, la lutte continue avec acharnement. Sur les Hauts-de-Meuse nous avons consolidé nos positions. En Woëvre, nos troupes ont atteint les réseaux de fils de fer ennemis. En Alsace, nous avons enlevé le village de Steinbach. Les pertes ennemies ont été considérables.: [127, 381, 246, 406]
- article-text: Dans la région de la Lys et de l'Oise, l'ennemi a dirigé sur nos positions une canonnade assez violente. Nos batteries ont réduit au silence plusieurs pièces allemandes. Dans la région de Lens et de Loos nous avons progressé légèrement. Au nord d'Arras nous avons enlevé une tranchée et repoussé une contre-attaque. Sur l'Aisne, nous avons gagné du terrain aux abords de Soissons. Notre artillerie a obtenu de bons résultats.: [3, 274, 123, 303]
- article-text: Le gouvernement français a fait connaître son intention de réclamer le rapatriement des prisonniers civils retenus en Allemagne. Les négociations ont été engagées par l'intermédiaire des puissances neutres. Le petit drapeau belge est devenu l'emblème de la résistance. Les hôtels refusent désormais d'employer des domestiques allemands.: [374, 825, 493, 850]
- section-heading: Intervention rationnelle: [272, 617, 348, 624]
- article-text: Le gouvernement français a fait connaître son intention de réclamer le rapatriement des prisonniers civils retenus en Allemagne. Les négociations ont été engagées par l'intermédiaire des puissances neutres. Le petit drapeau belge est devenu l'emblème de la résistance. Les hôtels refusent désormais d'employer des domestiques allemands.: [374, 400, 493, 426]
- article-text: Le gouvernement français a fait connaître son intention de réclamer le rapatriement des prisonniers civils retenus en Allemagne. Les négociations ont été engagées par l'intermédiaire des puissances neutres. Le petit drapeau belge est devenu l'emblème de la résistance. Les hôtels refusent désormais d'employer des domestiques allemands.: [374, 572, 493, 598]
- article-text: Le Conseil municipal a tenu hier sa dernière séance de l'année. Le président a prononcé un discours salué par les applaudissements de l'assemblée. Il a rendu hommage à nos soldats et à la population parisienne dont le calme et la dignité ont fait l'admiration du monde. Plusieurs questions relatives au ravitaillement ont été examinées.: [497, 766, 617, 791]
- section-heading: LA GUERRE AERIENNE: [149, 408, 224, 415]
- headline: LA FRANCE: [393, 457, 474, 471]
- article-text: Dans la région de la Lys et de l'Oise, l'ennemi a dirigé sur nos positions une canonnade assez violente. Nos batteries ont réduit au silence plusieurs pièces allemandes. Dans la région de Lens et de Loos nous avons progressé légèrement. Au nord d'Arras nous avons enlevé une tranchée et repoussé une contre-attaque. Sur l'Aisne, nous avons gagné du terrain aux abords de Soissons. Notre artillerie a obtenu de bons résultats.: [3, 589, 123, 619]
- article-text: Le Conseil municipal a tenu hier sa dernière séance de l'année. Le président a prononcé un discours salué par les applaudissements de l'assemblée. Il a rendu hommage à nos soldats et à la population parisienne dont le calme et la dignité ont fait l'admiration du monde. Plusieurs questions relatives au ravitaillement ont été examinées.: [497, 661, 617, 686]
- column-rule: [495, 20, 496, 1022]
- dateline: Rome, 26 décembre.: [283, 77, 337, 83]
- column-rule: [125, 20, 126, 1022]
- article-text: Dans la région de la Lys et de l'Oise, l'ennemi a dirigé sur nos positions une canonnade assez violente. Nos batteries ont réduit au silence plusieurs pièces allemandes. Dans la région de Lens et de Loos nous avons progressé légèrement. Au nord d'Arras nous avons enlevé une tranchée et repoussé une contre-attaque. Sur l'Aisne, nous avons gagné du terrain aux abords de Soissons. Notre artillerie a obtenu de bons résultats.: [3, 743, 123, 772]
- article-text: Le Conseil municipal a tenu hier sa dernière séance de l'année. Le président a prononcé un discours salué par les applaudissements de l'assemblée. Il a rendu hommage à nos soldats et à la population parisienne dont le calme et la dignité ont fait l'admiration du monde. Plusieurs questions relatives au ravitaillement ont été examinées.: [497, 138, 617, 164]
- subheadline: CE QUE DÉCLARENT: [280, 50, 340, 56]
- article-text: Dans le bois de la Grurie, nous avons progressé et fait quelques prisonniers. En Argonne, la lutte continue avec acharnement. Sur les Hauts-de-Meuse nous avons consolidé nos positions. En Woëvre, nos troupes ont atteint les réseaux de fils de fer ennemis. En Alsace, nous avons enlevé le village de Steinbach. Les pertes ennemies ont été considérables.: [127, 354, 246, 380]
- article-text: Dans la région de la Lys et de l'Oise, l'ennemi a dirigé sur nos positions une canonnade assez violente. Nos batteries ont réduit au silence plusieurs pièces allemandes. Dans la région de Lens et de Loos nous avons progressé légèrement. Au nord d'Arras nous avons enlevé une tranchée et repoussé une contre-attaque. Sur l'Aisne, nous avons gagné du terrain aux abords de Soissons. Notre artillerie a obtenu de bons résultats.: [3, 304, 123, 334]
- article-text: Dans la région de la Lys et de l'Oise, l'ennemi a dirigé sur nos positions une canonnade assez violente. Nos batteries ont réduit au silence plusieurs pièces allemandes. Dans la région de Lens et de Loos nous avons progressé légèrement. Au nord d'Arras nous avons enlevé une tranchée et repoussé une contre-attaque. Sur l'Aisne, nous avons gagné du terrain aux abords de Soissons. Notre artillerie a obtenu de bons résultats.: [3, 120, 123, 150]
- article-text: Dans la région de la Lys et de l'Oise, l'ennemi a dirigé sur nos positions une canonnade assez violente. Nos batteries ont réduit au silence plusieurs pièces allemandes. Dans la région de Lens et de Loos nous avons progressé légèrement. Au nord d'Arras nous avons enlevé une tranchée et repoussé une contre-attaque. Sur l'Aisne, nous avons gagné du terrain aux abords de Soissons. Notre artillerie a obtenu de bons résultats.: [3, 927, 123, 956]
- column-6: [621, 20, 739, 1022]
- article-text: Le gouvernement français a fait connaître son intention de réclamer le rapatriement des prisonniers civils retenus en Allemagne. Les négociations ont été engagées par l'intermédiaire des puissances neutres. Le petit drapeau belge est devenu l'emblème de la résistance. Les hôtels refusent désormais d'employer des domestiques allemands.: [374, 294, 493, 320]
- column-rule: [372, 20, 373, 1022]
- article-text: Le gouvernement français a fait connaître son intention de réclamer le rapatriement des prisonniers civils retenus en Allemagne. Les négociations ont été engagées par l'intermédiaire des puissances neutres. Le petit drapeau belge est devenu l'emblème de la résistance. Les hôtels refusent désormais d'employer des domestiques allemands.: [374, 46, 493, 72]
- article-text: Dans la région de la Lys et de l'Oise, l'ennemi a dirigé sur nos positions une canonnade assez violente. Nos batteries ont réduit au silence plusieurs pièces allemandes. Dans la région de Lens et de Loos nous avons progressé légèrement. Au nord d'Arras nous avons enlevé une tranchée et repoussé une contre-attaque. Sur l'Aisne, nous avons gagné du terrain aux abords de Soissons. Notre artillerie a obtenu de bons résultats.: [3, 681, 123, 711]
- article-text: Dans la région de la Lys et de l'Oise, l'ennemi a dirigé sur nos positions une canonnade assez violente. Nos batteries ont réduit au silence plusieurs pièces allemandes. Dans la région de Lens et de Loos nous avons progressé légèrement. Au nord d'Arras nous avons enlevé une tranchée et repoussé une contre-attaque. Sur l'Aisne, nous avons gagné du terrain aux abords de Soissons. Notre artillerie a obtenu de bons résultats.: [3, 182, 123, 211]
- article-text: Le Conseil municipal a tenu hier sa dernière séance de l'année. Le président a prononcé un discours salué par les applaudissements de l'assemblée. Il a rendu hommage à nos soldats et à la population parisienne dont le calme et la dignité ont fait l'admiration du monde. Plusieurs questions relatives au ravitaillement ont été examinées.: [497, 555, 617, 580]
- section-heading: LA BANQUE DE FRANCE A PARIS: [630, 302, 730, 318]
- article-text: Le Conseil municipal a tenu hier sa dernière séance de l'année. Le président a prononcé un discours salué par les applaudissements de l'assemblée. Il a rendu hommage à nos soldats et à la population parisienne dont le calme et la dignité ont fait l'admiration du monde. Plusieurs questions relatives au ravitaillement ont été examinées.: [497, 280, 617, 305]
- article-text: Notre correspondant a pu s'entretenir avec deux des principaux représentants de l'opinion italienne. Ils estiment que l'Italie ne saurait demeurer indéfiniment neutre et que ses intérêts l'appellent aux côtés des alliés. Le sentiment public se prononce chaque jour plus nettement en faveur d'une intervention. L'Italie doit achever son unité nationale.: [250, 625, 370, 651]
- article-text: Dans la région de la Lys et de l'Oise, l'ennemi a dirigé sur nos positions une canonnade assez violente. Nos batteries ont réduit au silence plusieurs pièces allemandes. Dans la région de Lens et de Loos nous avons progressé légèrement. Au nord d'Arras nous avons enlevé une tranchée et repoussé une contre-attaque. Sur l'Aisne, nous avons gagné du terrain aux abords de Soissons. Notre artillerie a obtenu de bons résultats.: [3, 804, 123, 833]
- article-text: Le gouvernement français a fait connaître son intention de réclamer le rapatriement des prisonniers civils retenus en Allemagne. Les négociations ont été engagées par l'intermédiaire des puissances neutres. Le petit drapeau belge est devenu l'emblème de la résistance. Les hôtels refusent désormais d'employer des domestiques allemands.: [374, 671, 493, 696]
- article-text: Le gouvernement français a fait connaître son intention de réclamer le rapatriement des prisonniers civils retenus en Allemagne. Les négociations ont été engagées par l'intermédiaire des puissances neutres. Le petit drapeau belge est devenu l'emblème de la résistance. Les hôtels refusent désormais d'employer des domestiques allemands.: [374, 772, 493, 797]
- article-text: Le Conseil d'État reprendra ses séances à Paris. Les souscriptions aux bons de la défense nationale continuent à affluer. Le deuxième milliard est en bonne voie. La Banque de France a réintégré son siège à Paris. On annonce la mort au champ d'honneur de plusieurs de nos concitoyens. Un petit-fils de Garibaldi est tombé en Argonne.: [621, 318, 739, 343]
- article-text: Dans la région de la Lys et de l'Oise, l'ennemi a dirigé sur nos positions une canonnade assez violente. Nos batteries ont réduit au silence plusieurs pièces allemandes. Dans la région de Lens et de Loos nous avons progressé légèrement. Au nord d'Arras nous avons enlevé une tranchée et repoussé une contre-attaque. Sur l'Aisne, nous avons gagné du terrain aux abords de Soissons. Notre artillerie a obtenu de bons résultats.: [3, 335, 123, 365]
- article-text: Dans la région de la Lys et de l'Oise, l'ennemi a dirigé sur nos positions une canonnade assez violente. Nos batteries ont réduit au silence plusieurs pièces allemandes. Dans la région de Lens et de Loos nous avons progressé légèrement. Au nord d'Arras nous avons enlevé une tranchée et repoussé une contre-attaque. Sur l'Aisne, nous avons gagné du terrain aux abords de Soissons. Notre artillerie a obtenu de bons résultats.: [3, 519, 123, 549]
- article-text: Le gouvernement français a fait connaître son intention de réclamer le rapatriement des prisonniers civils retenus en Allemagne. Les négociations ont été engagées par l'intermédiaire des puissances neutres. Le petit drapeau belge est devenu l'emblème de la résistance. Les hôtels refusent désormais d'employer des domestiques allemands.: [374, 546, 493, 571]
- article-text: Dans le bois de la Grurie, nous avons progressé et fait quelques prisonniers. En Argonne, la lutte continue avec acharnement. Sur les Hauts-de-Meuse nous avons consolidé nos positions. En Woëvre, nos troupes ont atteint les réseaux de fils de fer ennemis. En Alsace, nous avons enlevé le village de Steinbach. Les pertes ennemies ont été considérables.: [127, 46, 246, 72]
- article-text: Le gouvernement français a fait connaître son intention de réclamer le rapatriement des prisonniers civils retenus en Allemagne. Les négociations ont été engagées par l'intermédiaire des puissances neutres. Le petit drapeau belge est devenu l'emblème de la résistance. Les hôtels refusent désormais d'employer des domestiques allemands.: [374, 427, 493, 452]
- article-text: Notre correspondant a pu s'entretenir avec deux des principaux représentants de l'opinion italienne. Ils estiment que l'Italie ne saurait demeurer indéfiniment neutre et que ses intérêts l'appellent aux côtés des alliés. Le sentiment public se prononce chaque jour plus nettement en faveur d'une intervention. L'Italie doit achever son unité nationale.: [250, 110, 370, 136]
- article-text: Notre correspondant a pu s'entretenir avec deux des principaux représentants de l'opinion italienne. Ils estiment que l'Italie ne saurait demeurer indéfiniment neutre et que ses intérêts l'appellent aux côtés des alliés. Le sentiment public se prononce chaque jour plus nettement en faveur d'une intervention. L'Italie doit achever son unité nationale.: [250, 430, 370, 456]
- article-text: Le gouvernement français a fait connaître son intention de réclamer le rapatriement des prisonniers civils retenus en Allemagne. Les négociations ont été engagées par l'intermédiaire des puissances neutres. Le petit drapeau belge est devenu l'emblème de la résistance. Les hôtels refusent désormais d'employer des domestiques allemands.: [374, 214, 493, 240]
- dateline: (Séance du vendredi 26 décembre 1914): [505, 52, 609, 58]
- article-text: Notre correspondant a pu s'entretenir avec deux des principaux représentants de l'opinion italienne. Ils estiment que l'Italie ne saurait demeurer indéfiniment neutre et que ses intérêts l'appellent aux côtés des alliés. Le sentiment public se prononce chaque jour plus nettement en faveur d'une intervention. L'Italie doit achever son unité nationale.: [250, 590, 370, 615]
- article-text: Notre correspondant a pu s'entretenir avec deux des principaux représentants de l'opinion italienne. Ils estiment que l'Italie ne saurait demeurer indéfiniment neutre et que ses intérêts l'appellent aux côtés des alliés. Le sentiment public se prononce chaque jour plus nettement en faveur d'une intervention. L'Italie doit achever son unité nationale.: [250, 536, 370, 562]
- article-text: Dans la région de la Lys et de l'Oise, l'ennemi a dirigé sur nos positions une canonnade assez violente. Nos batteries ont réduit au silence plusieurs pièces allemandes. Dans la région de Lens et de Loos nous avons progressé légèrement. Au nord d'Arras nous avons enlevé une tranchée et repoussé une contre-attaque. Sur l'Aisne, nous avons gagné du terrain aux abords de Soissons. Notre artillerie a obtenu de bons résultats.: [3, 712, 123, 741]
- divider: [374, 454, 493, 455]
- article-text: Le Conseil municipal a tenu hier sa dernière séance de l'année. Le président a prononcé un discours salué par les applaudissements de l'assemblée. Il a rendu hommage à nos soldats et à la population parisienne dont le calme et la dignité ont fait l'admiration du monde. Plusieurs questions relatives au ravitaillement ont été examinées.: [497, 112, 617, 137]
- article-text: Notre correspondant a pu s'entretenir avec deux des principaux représentants de l'opinion italienne. Ils estiment que l'Italie ne saurait demeurer indéfiniment neutre et que ses intérêts l'appellent aux côtés des alliés. Le sentiment public se prononce chaque jour plus nettement en faveur d'une intervention. L'Italie doit achever son unité nationale.: [250, 891, 370, 916]
- section-heading: QUELQUES PENSÉES des chefs d'armées allemandes: [380, 728, 487, 744]
- article-text: Notre correspondant a pu s'entretenir avec deux des principaux représentants de l'opinion italienne. Ils estiment que l'Italie ne saurait demeurer indéfiniment neutre et que ses intérêts l'appellent aux côtés des alliés. Le sentiment public se prononce chaque jour plus nettement en faveur d'une intervention. L'Italie doit achever son unité nationale.: [250, 785, 370, 810]
- article-text: Dans la région de la Lys et de l'Oise, l'ennemi a dirigé sur nos positions une canonnade assez violente. Nos batteries ont réduit au silence plusieurs pièces allemandes. Dans la région de Lens et de Loos nous avons progressé légèrement. Au nord d'Arras nous avons enlevé une tranchée et repoussé une contre-attaque. Sur l'Aisne, nous avons gagné du terrain aux abords de Soissons. Notre artillerie a obtenu de bons résultats.: [3, 366, 123, 395]
- article-text: Le Conseil municipal a tenu hier sa dernière séance de l'année. Le président a prononcé un discours salué par les applaudissements de l'assemblée. Il a rendu hommage à nos soldats et à la population parisienne dont le calme et la dignité ont fait l'admiration du monde. Plusieurs questions relatives au ravitaillement ont été examinées.: [497, 333, 617, 359]
- article-text: Notre correspondant a pu s'entretenir avec deux des principaux représentants de l'opinion italienne. Ils estiment que l'Italie ne saurait demeurer indéfiniment neutre et que ses intérêts l'appellent aux côtés des alliés. Le sentiment public se prononce chaque jour plus nettement en faveur d'une intervention. L'Italie doit achever son unité nationale.: [250, 811, 370, 837]
- article-text: Le gouvernement français a fait connaître son intention de réclamer le rapatriement des prisonniers civils retenus en Allemagne. Les négociations ont été engagées par l'intermédiaire des puissances neutres. Le petit drapeau belge est devenu l'emblème de la résistance. Les hôtels refusent désormais d'employer des domestiques allemands.: [374, 347, 493, 373]
- article-text: Le gouvernement français a fait connaître son intention de réclamer le rapatriement des prisonniers civils retenus en Allemagne. Les négociations ont été engagées par l'intermédiaire des puissances neutres. Le petit drapeau belge est devenu l'emblème de la résistance. Les hôtels refusent désormais d'employer des domestiques allemands.: [374, 99, 493, 125]
- article-text: Dans la région de la Lys et de l'Oise, l'ennemi a dirigé sur nos positions une canonnade assez violente. Nos batteries ont réduit au silence plusieurs pièces allemandes. Dans la région de Lens et de Loos nous avons progressé légèrement. Au nord d'Arras nous avons enlevé une tranchée et repoussé une contre-attaque. Sur l'Aisne, nous avons gagné du terrain aux abords de Soissons. Notre artillerie a obtenu de bons résultats.: [3, 396, 123, 426]
- divider: [497, 688, 617, 691]
- article-text: Dans le bois de la Grurie, nous avons progressé et fait quelques prisonniers. En Argonne, la lutte continue avec acharnement. Sur les Hauts-de-Meuse nous avons consolidé nos positions. En Woëvre, nos troupes ont atteint les réseaux de fils de fer ennemis. En Alsace, nous avons enlevé le village de Steinbach. Les pertes ennemies ont été considérables.: [127, 724, 246, 749]
- divider: [374, 659, 493, 660]
- article-text: Dans la région de la Lys et de l'Oise, l'ennemi a dirigé sur nos positions une canonnade assez violente. Nos batteries ont réduit au silence plusieurs pièces allemandes. Dans la région de Lens et de Loos nous avons progressé légèrement. Au nord d'Arras nous avons enlevé une tranchée et repoussé une contre-attaque. Sur l'Aisne, nous avons gagné du terrain aux abords de Soissons. Notre artillerie a obtenu de bons résultats.: [3, 81, 123, 110]
- article-text: Notre correspondant a pu s'entretenir avec deux des principaux représentants de l'opinion italienne. Ils estiment que l'Italie ne saurait demeurer indéfiniment neutre et que ses intérêts l'appellent aux côtés des alliés. Le sentiment public se prononce chaque jour plus nettement en faveur d'une intervention. L'Italie doit achever son unité nationale.: [250, 944, 370, 969]
- article-text: Le Conseil d'État reprendra ses séances à Paris. Les souscriptions aux bons de la défense nationale continuent à affluer. Le deuxième milliard est en bonne voie. La Banque de France a réintégré son siège à Paris. On annonce la mort au champ d'honneur de plusieurs de nos concitoyens. Un petit-fils de Garibaldi est tombé en Argonne.: [621, 394, 739, 420]
- column-rule: [248, 20, 249, 1022]
- article-text: Le gouvernement français a fait connaître son intention de réclamer le rapatriement des prisonniers civils retenus en Allemagne. Les négociations ont été engagées par l'intermédiaire des puissances neutres. Le petit drapeau belge est devenu l'emblème de la résistance. Les hôtels refusent désormais d'employer des domestiques allemands.: [374, 161, 493, 187]
- article-text: Dans le bois de la Grurie, nous avons progressé et fait quelques prisonniers. En Argonne, la lutte continue avec acharnement. Sur les Hauts-de-Meuse nous avons consolidé nos positions. En Woëvre, nos troupes ont atteint les réseaux de fils de fer ennemis. En Alsace, nous avons enlevé le village de Steinbach. Les pertes ennemies ont été considérables.: [127, 99, 246, 125]
- article-text: Le Conseil d'État reprendra ses séances à Paris. Les souscriptions aux bons de la défense nationale continuent à affluer. Le deuxième milliard est en bonne voie. La Banque de France a réintégré son siège à Paris. On annonce la mort au champ d'honneur de plusieurs de nos concitoyens. Un petit-fils de Garibaldi est tombé en Argonne.: [621, 532, 739, 558]
